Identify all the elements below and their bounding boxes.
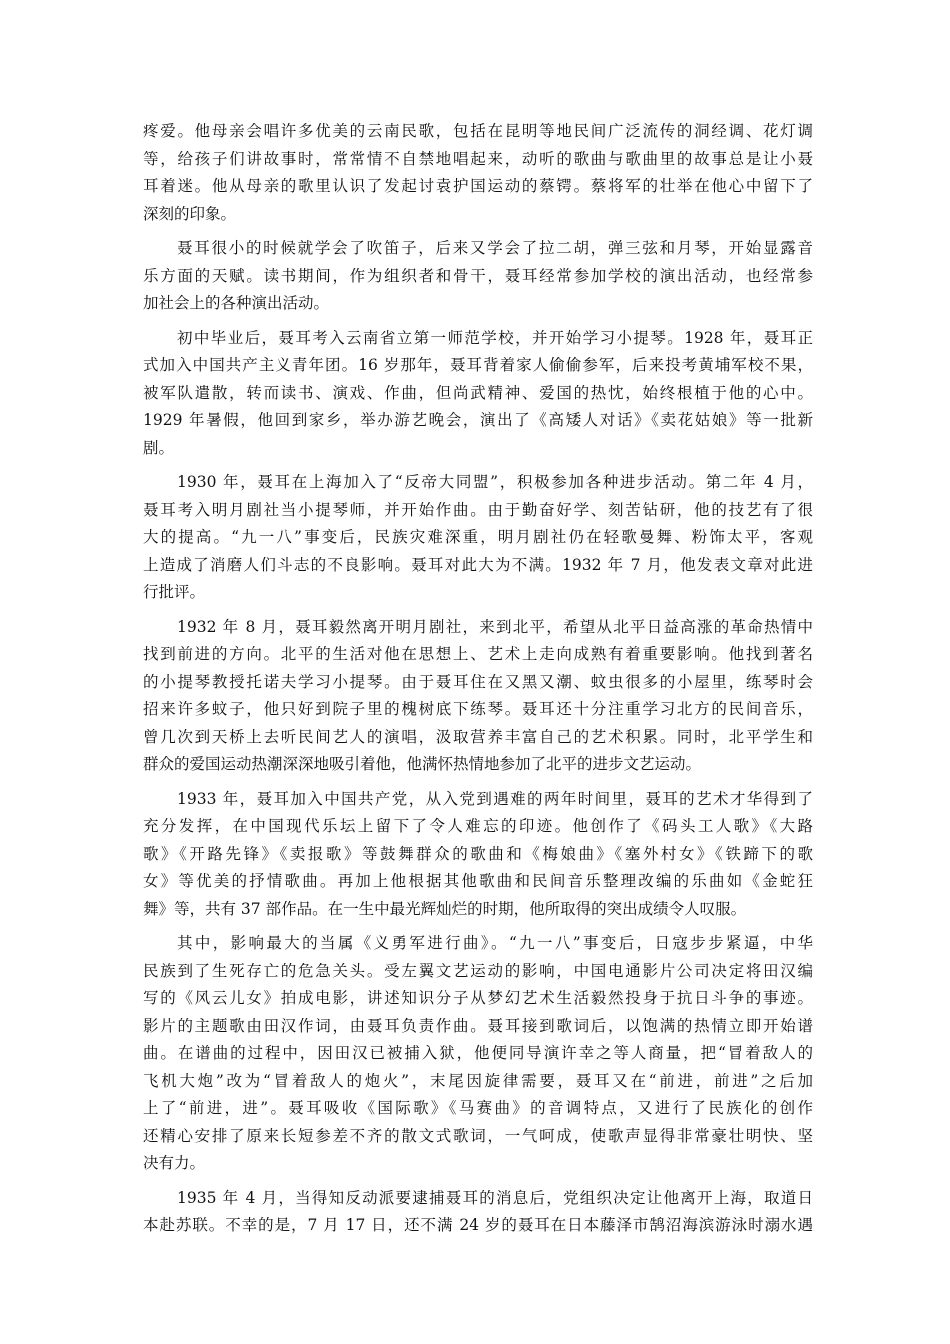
paragraph-7	[143, 930, 813, 1178]
text-line: 聂耳很小的时候就学会了吹笛子，后来又学会了拉二胡，弹三弦和月琴，开始显露音	[177, 239, 813, 257]
text-line: 写的《风云儿女》拍成电影，讲述知识分子从梦幻艺术生活毅然投身于抗日斗争的事迹。	[143, 989, 813, 1007]
text-line: 1933 年，聂耳加入中国共产党，从入党到遇难的两年时间里，聂耳的艺术才华得到了	[177, 789, 813, 808]
text-line: 民族到了生死存亡的危急关头。受左翼文艺运动的影响，中国电通影片公司决定将田汉编	[143, 961, 813, 980]
text-line: 被军队遣散，转而读书、演戏、作曲，但尚武精神、爱国的热忱，始终根植于他的心中。	[143, 383, 813, 402]
paragraph-8	[143, 1185, 813, 1240]
text-line: 1932 年 8 月，聂耳毅然离开明月剧社，来到北平，希望从北平日益高涨的革命热情中	[177, 617, 813, 636]
text-line: 初中毕业后，聂耳考入云南省立第一师范学校，并开始学习小提琴。1928 年，聂耳正	[177, 328, 813, 347]
text-line: 聂耳考入明月剧社当小提琴师，并开始作曲。由于勤奋好学、刻苦钻研，他的技艺有了很	[143, 500, 813, 519]
text-line: 曾几次到天桥上去听民间艺人的演唱，汲取营养丰富自己的艺术积累。同时，北平学生和	[143, 727, 813, 746]
text-line: 影片的主题歌由田汉作词，由聂耳负责作曲。聂耳接到歌词后，以饱满的热情立即开始谱	[143, 1016, 813, 1035]
text-line: 深刻的印象。	[143, 204, 237, 223]
text-line: 充分发挥，在中国现代乐坛上留下了令人难忘的印迹。他创作了《码头工人歌》《大路	[143, 817, 813, 835]
text-line: 群众的爱国运动热潮深深地吸引着他，他满怀热情地参加了北平的进步文艺运动。	[143, 755, 702, 773]
text-line: 1930 年，聂耳在上海加入了“反帝大同盟”，积极参加各种进步活动。第二年 4 月，	[177, 473, 813, 491]
text-line: 还精心安排了原来长短参差不齐的散文式歌词，一气呵成，使歌声显得非常豪壮明快、坚	[143, 1126, 813, 1145]
text-line: 其中，影响最大的当属《义勇军进行曲》。“九一八”事变后，日寇步步紧逼，中华	[177, 934, 813, 952]
paragraph-3	[143, 325, 813, 463]
text-line: 大的提高。“九一八”事变后，民族灾难深重，明月剧社仍在轻歌曼舞、粉饰太平，客观	[143, 528, 813, 546]
text-line: 1935 年 4 月，当得知反动派要逮捕聂耳的消息后，党组织决定让他离开上海，取道日	[177, 1188, 813, 1207]
text-line: 乐方面的天赋。读书期间，作为组织者和骨干，聂耳经常参加学校的演出活动，也经常参	[143, 266, 813, 285]
text-line: 式加入中国共产主义青年团。16 岁那年，聂耳背着家人偷偷参军，后来投考黄埔军校不果，	[143, 356, 813, 374]
paragraph-4	[143, 469, 813, 607]
text-line: 1929 年暑假，他回到家乡，举办游艺晚会，演出了《高矮人对话》《卖花姑娘》等一批新	[143, 411, 813, 429]
text-line: 加社会上的各种演出活动。	[143, 294, 330, 312]
text-line: 行批评。	[143, 583, 206, 601]
text-line: 曲。在谱曲的过程中，因田汉已被捕入狱，他便同导演许幸之等人商量，把“冒着敌人的	[143, 1044, 813, 1062]
paragraph-1	[143, 118, 813, 228]
paragraph-6	[143, 786, 813, 924]
paragraph-2	[143, 235, 813, 318]
text-line: 找到前进的方向。北平的生活对他在思想上、艺术上走向成熟有着重要影响。他找到著名	[143, 645, 813, 663]
text-line: 等，给孩子们讲故事时，常常情不自禁地唱起来，动听的歌曲与歌曲里的故事总是让小聂	[143, 149, 813, 168]
document-page	[143, 118, 813, 1247]
text-line: 歌》《开路先锋》《卖报歌》等鼓舞群众的歌曲和《梅娘曲》《塞外村女》《铁蹄下的歌	[143, 844, 813, 863]
text-line: 招来许多蚊子，他只好到院子里的槐树底下练琴。聂耳还十分注重学习北方的民间音乐，	[143, 700, 813, 718]
text-line: 上造成了消磨人们斗志的不良影响。聂耳对此大为不满。1932 年 7 月，他发表文章对此进	[143, 555, 813, 574]
text-line: 女》等优美的抒情歌曲。再加上他根据其他歌曲和民间音乐整理改编的乐曲如《金蛇狂	[143, 872, 813, 890]
text-line: 决有力。	[143, 1154, 206, 1172]
text-line: 剧。	[143, 438, 175, 457]
text-line: 上了“前进，进”。聂耳吸收《国际歌》《马赛曲》的音调特点，又进行了民族化的创作	[143, 1099, 813, 1117]
paragraph-5	[143, 614, 813, 779]
text-line: 舞》等，共有 37 部作品。在一生中最光辉灿烂的时期，他所取得的突出成绩令人叹服。	[143, 899, 747, 918]
text-line: 飞机大炮”改为“冒着敌人的炮火”，末尾因旋律需要，聂耳又在“前进，前进”之后加	[143, 1071, 813, 1090]
text-line: 疼爱。他母亲会唱许多优美的云南民歌，包括在昆明等地民间广泛流传的洞经调、花灯调	[143, 122, 813, 140]
text-line: 耳着迷。他从母亲的歌里认识了发起讨袁护国运动的蔡锷。蔡将军的壮举在他心中留下了	[143, 177, 813, 195]
text-line: 的小提琴教授托诺夫学习小提琴。由于聂耳住在又黑又潮、蚊虫很多的小屋里，练琴时会	[143, 672, 813, 691]
text-line: 本赴苏联。不幸的是，7 月 17 日，还不满 24 岁的聂耳在日本藤泽市鹄沼海滨游泳时溺水遇	[143, 1216, 813, 1234]
